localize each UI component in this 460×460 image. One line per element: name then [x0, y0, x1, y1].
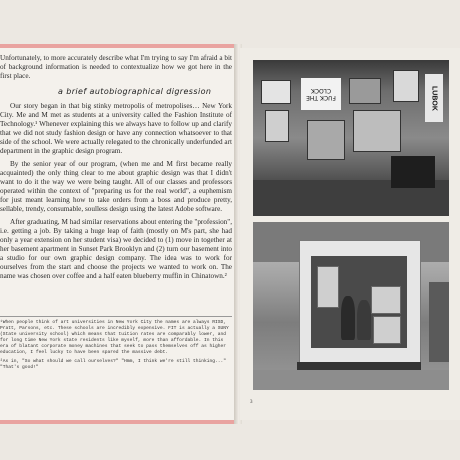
monitor — [391, 156, 435, 188]
poster — [353, 110, 401, 152]
body-text — [0, 54, 232, 285]
parked-truck — [429, 282, 449, 362]
poster — [261, 80, 291, 104]
footnote-divider — [0, 316, 232, 317]
paragraph-story: Our story began in that big stinky metropolis of metropolises… New York City. Me and M met as students at a university called the Fashion Institute of Technology.¹ Whenever explaining this we always have to follow up and clarify that we did not study fashion design or have any connection whatsoever to that side of the school. We were actually relegated to the chronically underfunded art department in the graphic design program. — [0, 102, 232, 155]
poster — [307, 120, 345, 160]
cargo-box — [317, 266, 339, 308]
handwritten-note: FUCK THE CLOCK — [301, 78, 341, 110]
poster — [265, 110, 289, 142]
truck-cargo-area — [311, 256, 407, 348]
lubok-sign: LUBOK — [425, 74, 443, 122]
cargo-box — [371, 286, 401, 314]
poster — [393, 70, 419, 102]
footnotes — [0, 320, 232, 374]
paragraph-senior-year: By the senior year of our program, (when me and M first became really acquainted) the only thing clear to me about graphic design was that I didn't want to do it the way we were being taught. All of our classes and professors operated within the context of "preparing us for the real world", a euphemism for just meant learning how to take orders from a boss and produce pretty, sellable, trendy, consumable, soulless design using the latest Adobe software. — [0, 160, 232, 213]
page-number: 3 — [250, 400, 253, 405]
cargo-box — [373, 316, 401, 344]
person — [341, 296, 355, 340]
left-page — [0, 48, 234, 420]
moving-truck-photo — [253, 222, 449, 390]
truck-bumper — [297, 362, 421, 370]
handwritten-heading: a brief autobiographical digression — [58, 87, 212, 96]
paragraph-intro: Unfortunately, to more accurately describe what I'm trying to say I'm afraid a bit of background information is needed to contextualize how we got here in the first place. — [0, 54, 232, 80]
footnote-2: ²As in, "So what should we call ourselves?" "Hmm, I think we're still thinking..." "That's good!" — [0, 359, 227, 370]
person — [357, 300, 371, 340]
studio-wall-photo — [253, 60, 449, 216]
parking-lot — [253, 370, 449, 390]
footnote-1: ¹When people think of art universities in New York City the names are always RISD, Pratt, Parsons, etc. These schools are incredibly expensive. FIT is actually a SUNY (State university school) which means that tuition rates are comparably lower, and for long time New York state residents like myself, more than affordable. In this era of blatant corporate money machines that seek to pass themselves off as higher education, I feel lucky to have been spared the massive debt. — [0, 320, 229, 355]
right-page — [240, 48, 460, 420]
paragraph-after-graduating: After graduating, M had similar reservations about entering the "profession", i.e. getting a job. By taking a huge leap of faith (mostly on M's part, she had only a year extension on her student visa) we decided to (1) move in together at her basement apartment in Sunset Park Brooklyn and (2) turn our basement into a studio for our own graphic design company. The idea was to work for ourselves from the start and choose the projects we wanted to work on. The name was chosen over coffee and a half eaten blueberry muffin in Chinatown.² — [0, 218, 232, 280]
poster — [349, 78, 381, 104]
